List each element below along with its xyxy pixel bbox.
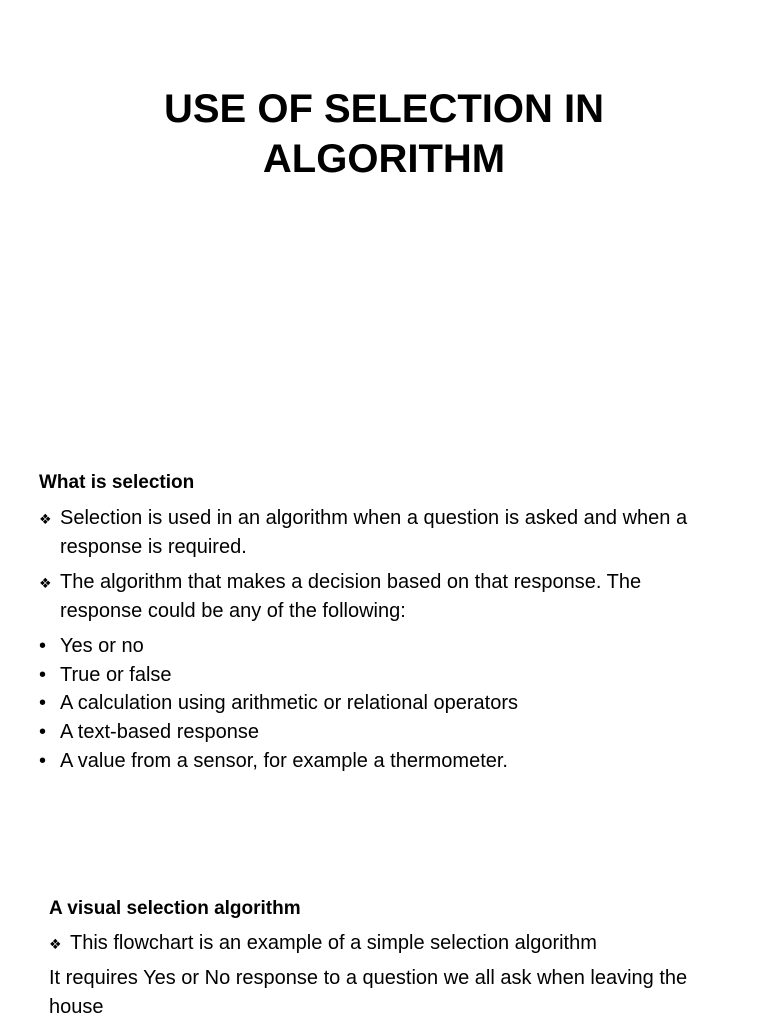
- list-item-text: True or false: [60, 664, 172, 686]
- diamond-bullet-icon: ❖: [39, 575, 52, 591]
- list-item-text: response is required.: [60, 536, 247, 558]
- list-item-text: A value from a sensor, for example a thermometer.: [60, 750, 508, 772]
- bullet-dot-icon: •: [39, 692, 47, 714]
- page-title-line-2: ALGORITHM: [262, 137, 506, 181]
- page-title: [84, 84, 684, 184]
- list-item-text: A calculation using arithmetic or relational operators: [60, 692, 519, 714]
- list-item-text: This flowchart is an example of a simple selection algorithm: [70, 932, 597, 954]
- section-heading-what-is-selection: What is selection: [39, 472, 195, 493]
- section-heading-visual-selection: A visual selection algorithm: [49, 898, 301, 919]
- paragraph-line: house: [49, 996, 104, 1018]
- list-item-text: response could be any of the following:: [60, 600, 406, 622]
- bullet-dot-icon: •: [39, 750, 47, 772]
- bullet-dot-icon: •: [39, 664, 47, 686]
- bullet-dot-icon: •: [39, 721, 47, 743]
- bullet-dot-icon: •: [39, 635, 47, 657]
- diamond-bullet-icon: ❖: [49, 936, 62, 952]
- paragraph-line: It requires Yes or No response to a question we all ask when leaving the: [49, 967, 688, 989]
- list-item-text: Selection is used in an algorithm when a question is asked and when a: [60, 507, 688, 529]
- diamond-bullet-icon: ❖: [39, 511, 52, 527]
- page-title-line-1: USE OF SELECTION IN: [163, 87, 605, 131]
- list-item-text: Yes or no: [60, 635, 144, 657]
- list-item-text: A text-based response: [60, 721, 260, 743]
- list-item-text: The algorithm that makes a decision based on that response. The: [60, 571, 642, 593]
